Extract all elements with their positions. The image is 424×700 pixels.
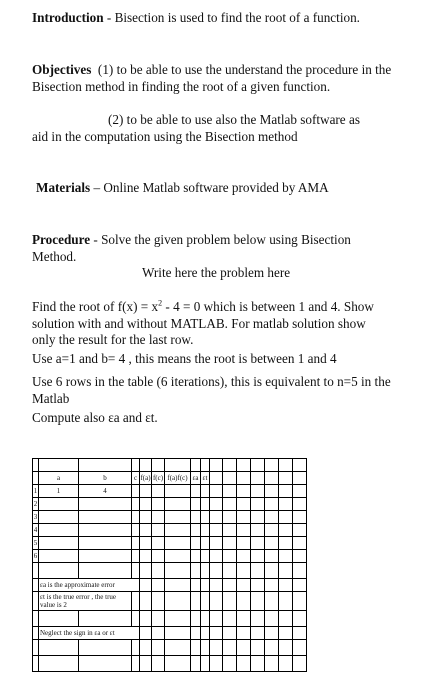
- table-header-row: [33, 472, 307, 485]
- row-number: 6: [33, 550, 39, 563]
- table-row: [33, 524, 307, 537]
- table-row: [33, 563, 307, 579]
- procedure-heading: Procedure: [32, 232, 91, 247]
- table-row: [33, 611, 307, 627]
- problem-line-3: Use 6 rows in the table (6 iterations), this is equivalent to n=5 in the Matlab: [32, 374, 391, 406]
- objectives-paragraph: [32, 62, 394, 95]
- intro-heading: Introduction: [32, 10, 104, 25]
- table-row: [33, 656, 307, 672]
- header-b: b: [79, 472, 132, 485]
- iteration-table: [32, 458, 307, 672]
- header-fa: f(a): [140, 472, 152, 485]
- header-et: εt: [201, 472, 210, 485]
- header-c: c: [132, 472, 140, 485]
- procedure-text: - Solve the given problem below using Bisection Method.: [32, 232, 351, 264]
- procedure-paragraph: [32, 232, 352, 265]
- cell-a: 1: [39, 485, 79, 498]
- note-true-error: εt is the true error , the true value is 2: [39, 592, 132, 611]
- materials-heading: Materials: [36, 180, 91, 195]
- table-row: [33, 485, 307, 498]
- materials-text: – Online Matlab software provided by AMA: [93, 180, 329, 195]
- note-neglect-sign: Neglect the sign in εa or εt: [39, 627, 140, 640]
- problem-line-2: Use a=1 and b= 4 , this means the root is between 1 and 4: [32, 351, 337, 366]
- objectives-heading: Objectives: [32, 62, 92, 77]
- row-number: 1: [33, 485, 39, 498]
- objective-1: (1) to be able to use the understand the procedure in the Bisection method in finding the root of a given function.: [32, 62, 392, 94]
- problem-line-1: [32, 299, 392, 349]
- row-number: 4: [33, 524, 39, 537]
- note-row: [33, 627, 307, 640]
- problem-line1-post: - 4 = 0 which is between 1 and 4. Show solution with and without MATLAB. For matlab solution show only the result for the last row.: [32, 299, 374, 347]
- intro-sep: -: [103, 10, 115, 25]
- cell-b: 4: [79, 485, 132, 498]
- table-row: [33, 511, 307, 524]
- note-row: [33, 579, 307, 592]
- table-row: [33, 640, 307, 656]
- table-blank-row: [33, 459, 307, 472]
- header-fafc: f(a)f(c): [165, 472, 191, 485]
- objective-2b: aid in the computation using the Bisection method: [32, 129, 298, 144]
- problem-line-4: Compute also εa and εt.: [32, 410, 158, 425]
- header-a: a: [39, 472, 79, 485]
- row-number: 2: [33, 498, 39, 511]
- header-fc: f(c): [152, 472, 165, 485]
- objective-2a: (2) to be able to use also the Matlab software as: [108, 112, 360, 127]
- problem-line1-pre: Find the root of f(x) = x: [32, 299, 159, 314]
- problem-exponent: 2: [158, 298, 163, 308]
- table-row: [33, 537, 307, 550]
- table-row: [33, 550, 307, 563]
- write-here-line: Write here the problem here: [142, 265, 291, 280]
- intro-paragraph: [32, 10, 394, 27]
- iteration-table-wrapper: [32, 458, 307, 672]
- intro-text: Bisection is used to find the root of a function.: [114, 10, 360, 25]
- note-row: [33, 592, 307, 611]
- materials-paragraph: [36, 180, 398, 197]
- row-number: 3: [33, 511, 39, 524]
- row-number: 5: [33, 537, 39, 550]
- table-row: [33, 498, 307, 511]
- header-ea: εa: [191, 472, 201, 485]
- note-approx-error: εa is the approximate error: [39, 579, 140, 592]
